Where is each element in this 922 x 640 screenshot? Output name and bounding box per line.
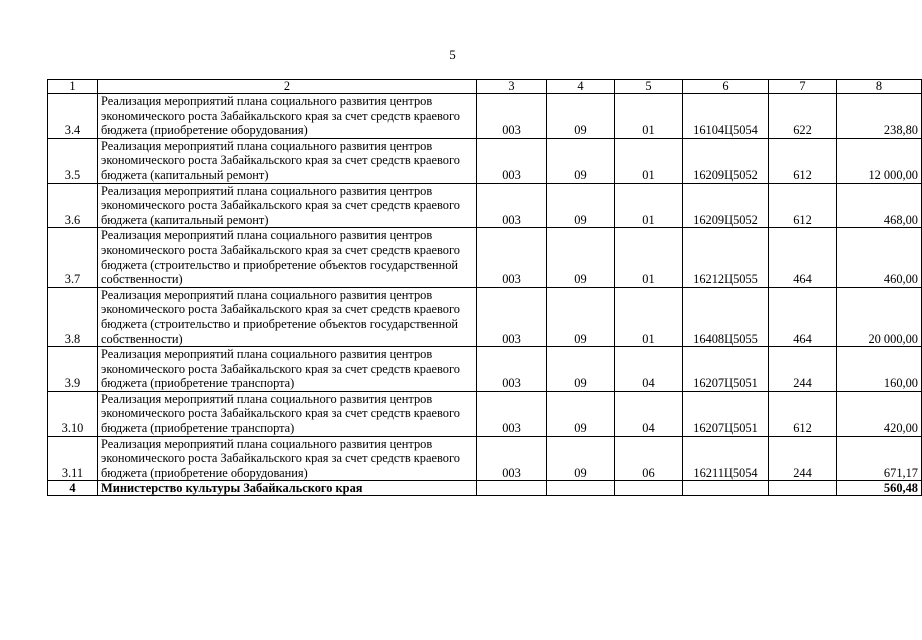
- ministry-code: 003: [477, 287, 547, 346]
- amount: 420,00: [837, 391, 922, 436]
- total-row: [48, 481, 922, 496]
- empty-cell: [615, 481, 683, 496]
- header-cell: 5: [615, 80, 683, 94]
- subsection-code: 01: [615, 228, 683, 287]
- target-article-code: 16212Ц5055: [683, 228, 769, 287]
- target-article-code: 16209Ц5052: [683, 183, 769, 228]
- row-description: Министерство культуры Забайкальского края: [98, 481, 477, 496]
- ministry-code: 003: [477, 347, 547, 392]
- table-row: [48, 183, 922, 228]
- section-code: 09: [547, 228, 615, 287]
- subsection-code: 04: [615, 391, 683, 436]
- header-cell: 3: [477, 80, 547, 94]
- target-article-code: 16211Ц5054: [683, 436, 769, 481]
- ministry-code: 003: [477, 228, 547, 287]
- row-number: 3.8: [48, 287, 98, 346]
- row-description: Реализация мероприятий плана социального развития центров экономического роста Забайкальского края за счет средств краевого бюджета (капитальный ремонт): [98, 138, 477, 183]
- expense-type-code: 612: [769, 391, 837, 436]
- header-cell: 8: [837, 80, 922, 94]
- row-description: Реализация мероприятий плана социального развития центров экономического роста Забайкальского края за счет средств краевого бюджета (приобретение транспорта): [98, 391, 477, 436]
- amount: 20 000,00: [837, 287, 922, 346]
- budget-table: [47, 79, 922, 496]
- section-code: 09: [547, 138, 615, 183]
- row-description: Реализация мероприятий плана социального развития центров экономического роста Забайкальского края за счет средств краевого бюджета (капитальный ремонт): [98, 183, 477, 228]
- expense-type-code: 244: [769, 347, 837, 392]
- empty-cell: [477, 481, 547, 496]
- row-number: 3.9: [48, 347, 98, 392]
- row-description: Реализация мероприятий плана социального развития центров экономического роста Забайкальского края за счет средств краевого бюджета (приобретение транспорта): [98, 347, 477, 392]
- ministry-code: 003: [477, 183, 547, 228]
- row-number: 3.10: [48, 391, 98, 436]
- target-article-code: 16209Ц5052: [683, 138, 769, 183]
- expense-type-code: 244: [769, 436, 837, 481]
- target-article-code: 16207Ц5051: [683, 347, 769, 392]
- header-cell: 6: [683, 80, 769, 94]
- table-row: [48, 436, 922, 481]
- row-number: 3.11: [48, 436, 98, 481]
- expense-type-code: 612: [769, 183, 837, 228]
- subsection-code: 01: [615, 94, 683, 139]
- target-article-code: 16207Ц5051: [683, 391, 769, 436]
- amount: 560,48: [837, 481, 922, 496]
- table-row: [48, 94, 922, 139]
- header-cell: 1: [48, 80, 98, 94]
- table-row: [48, 138, 922, 183]
- section-code: 09: [547, 347, 615, 392]
- empty-cell: [769, 481, 837, 496]
- table-row: [48, 347, 922, 392]
- expense-type-code: 464: [769, 228, 837, 287]
- section-code: 09: [547, 436, 615, 481]
- ministry-code: 003: [477, 391, 547, 436]
- table-row: [48, 228, 922, 287]
- row-number: 4: [48, 481, 98, 496]
- ministry-code: 003: [477, 436, 547, 481]
- table-row: [48, 391, 922, 436]
- subsection-code: 04: [615, 347, 683, 392]
- column-number-row: [48, 80, 922, 94]
- section-code: 09: [547, 391, 615, 436]
- expense-type-code: 622: [769, 94, 837, 139]
- subsection-code: 06: [615, 436, 683, 481]
- amount: 671,17: [837, 436, 922, 481]
- subsection-code: 01: [615, 138, 683, 183]
- header-cell: 7: [769, 80, 837, 94]
- ministry-code: 003: [477, 94, 547, 139]
- expense-type-code: 612: [769, 138, 837, 183]
- row-number: 3.7: [48, 228, 98, 287]
- row-description: Реализация мероприятий плана социального развития центров экономического роста Забайкальского края за счет средств краевого бюджета (строительство и приобретение объектов государственной собственности): [98, 287, 477, 346]
- subsection-code: 01: [615, 183, 683, 228]
- amount: 238,80: [837, 94, 922, 139]
- expense-type-code: 464: [769, 287, 837, 346]
- row-description: Реализация мероприятий плана социального развития центров экономического роста Забайкальского края за счет средств краевого бюджета (приобретение оборудования): [98, 436, 477, 481]
- section-code: 09: [547, 183, 615, 228]
- row-number: 3.4: [48, 94, 98, 139]
- amount: 468,00: [837, 183, 922, 228]
- empty-cell: [683, 481, 769, 496]
- target-article-code: 16104Ц5054: [683, 94, 769, 139]
- table-row: [48, 287, 922, 346]
- row-description: Реализация мероприятий плана социального развития центров экономического роста Забайкальского края за счет средств краевого бюджета (приобретение оборудования): [98, 94, 477, 139]
- empty-cell: [547, 481, 615, 496]
- section-code: 09: [547, 287, 615, 346]
- amount: 160,00: [837, 347, 922, 392]
- subsection-code: 01: [615, 287, 683, 346]
- ministry-code: 003: [477, 138, 547, 183]
- row-number: 3.6: [48, 183, 98, 228]
- row-number: 3.5: [48, 138, 98, 183]
- amount: 12 000,00: [837, 138, 922, 183]
- amount: 460,00: [837, 228, 922, 287]
- target-article-code: 16408Ц5055: [683, 287, 769, 346]
- header-cell: 4: [547, 80, 615, 94]
- header-cell: 2: [98, 80, 477, 94]
- page-number: 5: [449, 47, 456, 62]
- section-code: 09: [547, 94, 615, 139]
- row-description: Реализация мероприятий плана социального развития центров экономического роста Забайкальского края за счет средств краевого бюджета (строительство и приобретение объектов государственной собственности): [98, 228, 477, 287]
